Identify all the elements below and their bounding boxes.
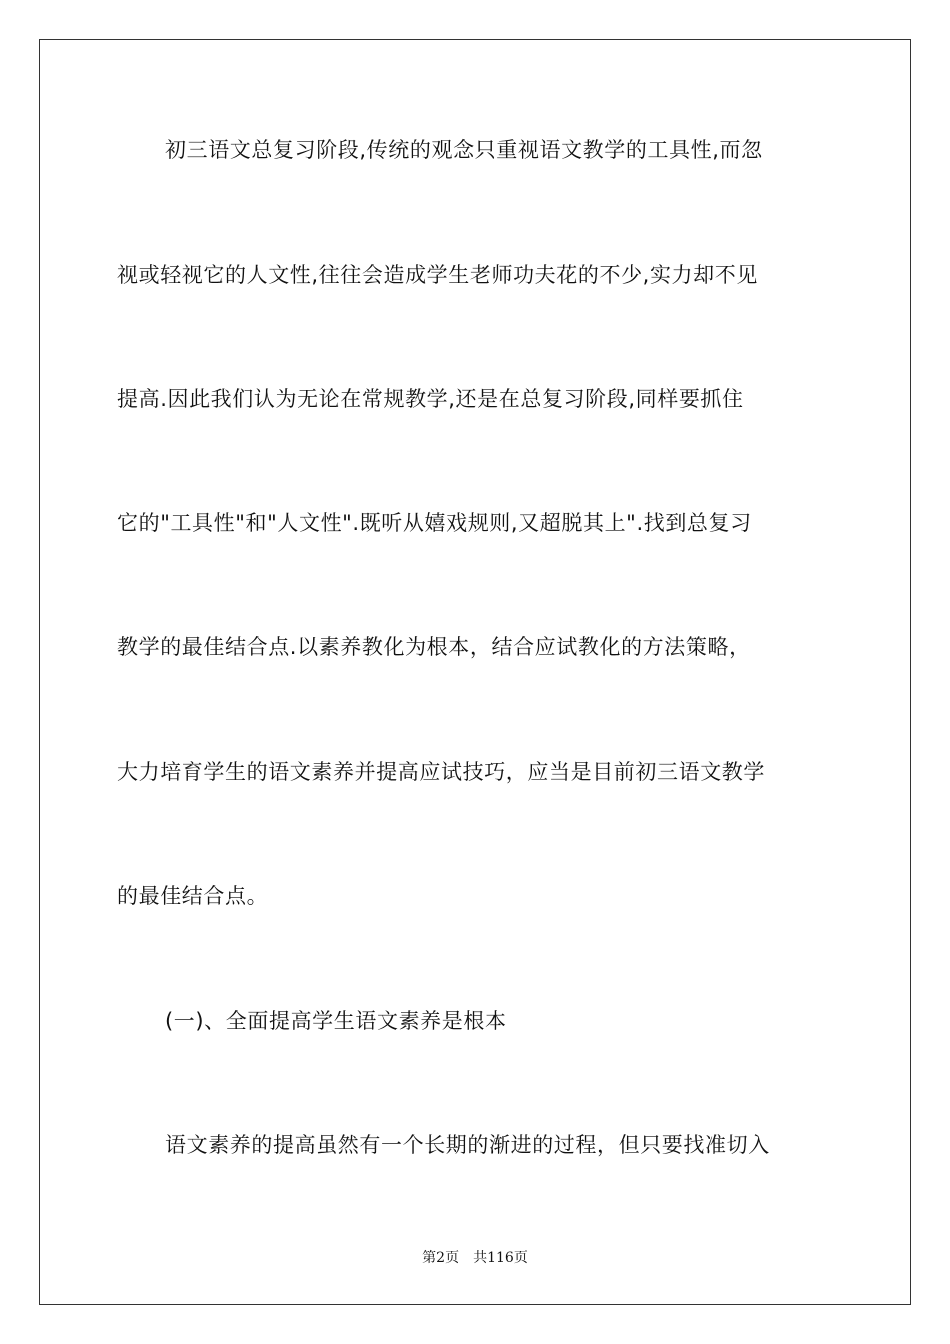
body-line-8: 语文素养的提高虽然有一个长期的渐进的过程，但只要找准切入 — [165, 1133, 770, 1157]
page-total: 共116页 — [473, 1250, 528, 1266]
body-line-5: 教学的最佳结合点.以素养教化为根本，结合应试教化的方法策略， — [117, 635, 751, 659]
body-line-3: 提高.因此我们认为无论在常规教学,还是在总复习阶段,同样要抓住 — [117, 387, 744, 411]
body-line-1: 初三语文总复习阶段,传统的观念只重视语文教学的工具性,而忽 — [165, 138, 763, 162]
body-line-4: 它的"工具性"和"人文性".既听从嬉戏规则,又超脱其上".找到总复习 — [117, 511, 752, 535]
page-footer — [0, 1248, 950, 1268]
page-number: 第2页 — [422, 1250, 460, 1266]
section-heading: (一)、全面提高学生语文素养是根本 — [165, 1009, 507, 1033]
page-border — [39, 39, 911, 1305]
body-line-6: 大力培育学生的语文素养并提高应试技巧，应当是目前初三语文教学 — [117, 760, 765, 784]
body-line-2: 视或轻视它的人文性,往往会造成学生老师功夫花的不少,实力却不见 — [117, 263, 758, 287]
body-line-7: 的最佳结合点。 — [117, 884, 269, 908]
